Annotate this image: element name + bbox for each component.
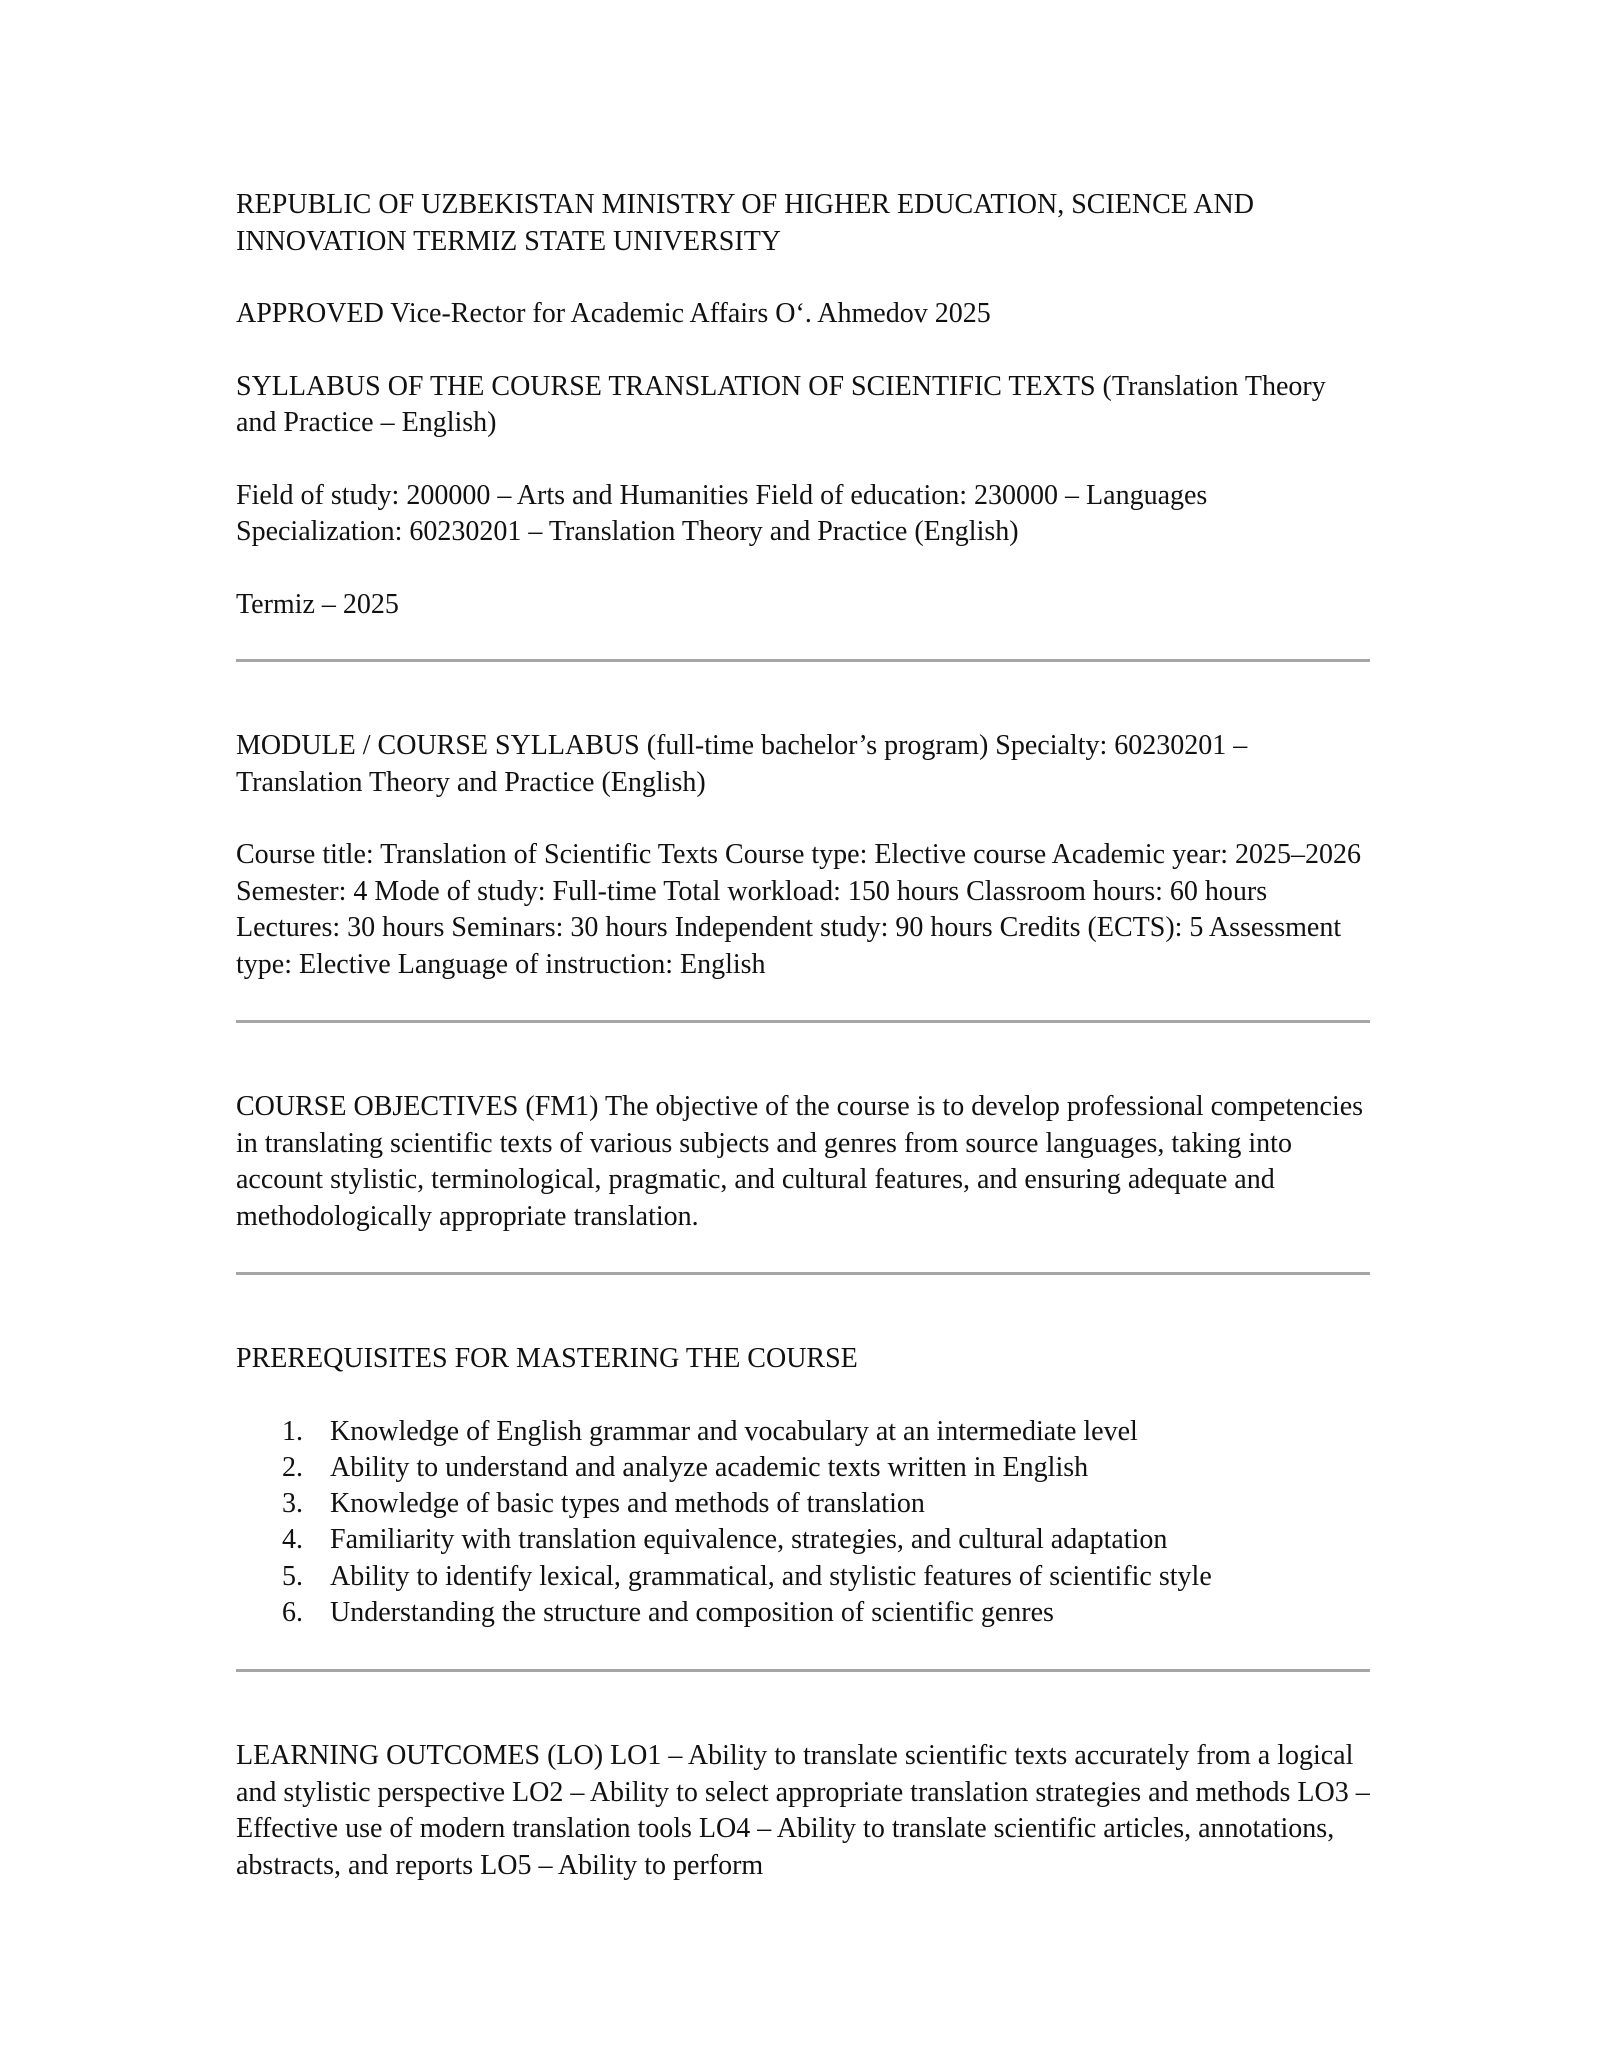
list-item-number: 6.: [282, 1596, 303, 1628]
learning-outcomes: LEARNING OUTCOMES (LO) LO1 – Ability to translate scientific texts accurately from a logical and stylistic perspective LO2 – Ability to select appropriate translation strategies and methods LO3 – Effective use of modern translation tools LO4 – Ability to translate scientific articles, annotations, abstracts, and reports LO5 – Ability to perform: [236, 1740, 1370, 1881]
list-item-number: 1.: [282, 1415, 303, 1447]
institution-header: REPUBLIC OF UZBEKISTAN MINISTRY OF HIGHER EDUCATION, SCIENCE AND INNOVATION TERMIZ STATE UNIVERSITY: [236, 189, 1254, 257]
list-item: [236, 1486, 1370, 1522]
approval-line: APPROVED Vice-Rector for Academic Affairs O‘. Ahmedov 2025: [236, 298, 991, 329]
section-divider: [236, 659, 1370, 662]
list-item: [236, 1450, 1370, 1486]
list-item-text: Knowledge of basic types and methods of translation: [330, 1488, 925, 1520]
list-item-number: 5.: [282, 1560, 303, 1592]
list-item-text: Ability to understand and analyze academic texts written in English: [330, 1451, 1089, 1483]
course-details: Course title: Translation of Scientific Texts Course type: Elective course Academic year: 2025–2026 Semester: 4 Mode of study: Full-time Total workload: 150 hours Classroom hours: 60 hours Lectures: 30 hours Seminars: 30 hours Independent study: 90 hours Credits (ECTS): 5 Assessment type: Elective Language of instruction: English: [236, 839, 1362, 980]
list-item: [236, 1595, 1370, 1631]
prerequisites-heading: PREREQUISITES FOR MASTERING THE COURSE: [236, 1343, 858, 1374]
list-item: [236, 1559, 1370, 1595]
list-item-number: 2.: [282, 1451, 303, 1483]
document-page: [236, 0, 1370, 1884]
section-divider: [236, 1669, 1370, 1672]
field-of-study-info: Field of study: 200000 – Arts and Humanities Field of education: 230000 – Languages Specialization: 60230201 – Translation Theory and Practice (English): [236, 479, 1208, 547]
list-item-text: Knowledge of English grammar and vocabulary at an intermediate level: [330, 1415, 1138, 1447]
list-item-number: 4.: [282, 1524, 303, 1556]
place-and-year: Termiz – 2025: [236, 588, 399, 620]
prerequisites-list: [236, 1414, 1370, 1632]
section-divider: [236, 1020, 1370, 1023]
list-item-text: Understanding the structure and composition of scientific genres: [330, 1596, 1054, 1628]
list-item-text: Ability to identify lexical, grammatical, and stylistic features of scientific style: [330, 1560, 1212, 1592]
list-item: [236, 1522, 1370, 1558]
section-divider: [236, 1272, 1370, 1275]
list-item-text: Familiarity with translation equivalence, strategies, and cultural adaptation: [330, 1524, 1168, 1556]
list-item: [236, 1414, 1370, 1450]
module-heading: MODULE / COURSE SYLLABUS (full-time bachelor’s program) Specialty: 60230201 – Translation Theory and Practice (English): [236, 730, 1248, 798]
list-item-number: 3.: [282, 1488, 303, 1520]
course-objectives: COURSE OBJECTIVES (FM1) The objective of the course is to develop professional competencies in translating scientific texts of various subjects and genres from source languages, taking into account stylistic, terminological, pragmatic, and cultural features, and ensuring adequate and methodologically appropriate translation.: [236, 1091, 1364, 1232]
syllabus-title: SYLLABUS OF THE COURSE TRANSLATION OF SCIENTIFIC TEXTS (Translation Theory and Practice – English): [236, 370, 1326, 438]
